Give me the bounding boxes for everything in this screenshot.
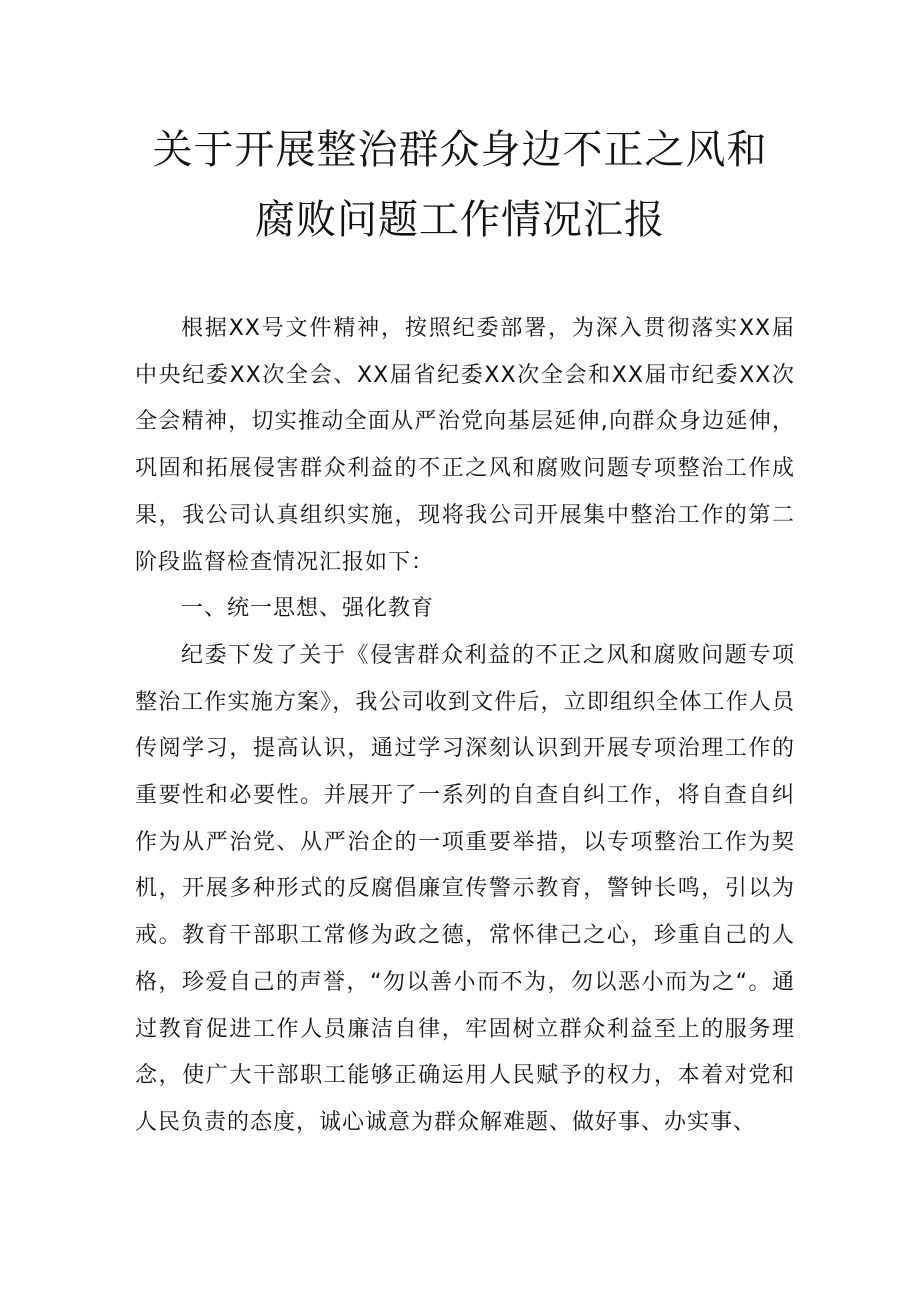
document-title-line-2: 腐败问题工作情况汇报 xyxy=(255,197,665,243)
document-title-line-1: 关于开展整治群众身边不正之风和 xyxy=(152,127,768,173)
paragraph-intro: 根据XX号文件精神，按照纪委部署，为深入贯彻落实XX届中央纪委XX次全会、XX届省纪委XX次全会和XX届市纪委XX次全会精神，切实推动全面从严治党向基层延伸,向群众身边延伸，巩固和拓展侵害群众利益的不正之风和腐败问题专项整治工作成果，我公司认真组织实施，现将我公司开展集中整治工作的第二阶段监督检查情况汇报如下： xyxy=(135,316,795,575)
document-body xyxy=(135,306,795,1147)
section-heading-1: 一、统一思想、强化教育 xyxy=(181,596,435,622)
paragraph-section-1: 纪委下发了关于《侵害群众利益的不正之风和腐败问题专项整治工作实施方案》，我公司收到文件后，立即组织全体工作人员传阅学习，提高认识，通过学习深刻认识到开展专项治理工作的重要性和必要性。并展开了一系列的自查自纠工作，将自查自纠作为从严治党、从严治企的一项重要举措，以专项整治工作为契机，开展多种形式的反腐倡廉宣传警示教育，警钟长鸣，引以为戒。教育干部职工常修为政之德，常怀律己之心，珍重自己的人格，珍爱自己的声誉，“勿以善小而不为，勿以恶小而为之“。通过教育促进工作人员廉洁自律，牢固树立群众利益至上的服务理念，使广大干部职工能够正确运用人民赋予的权力，本着对党和人民负责的态度，诚心诚意为群众解难题、做好事、办实事、 xyxy=(135,642,795,1135)
